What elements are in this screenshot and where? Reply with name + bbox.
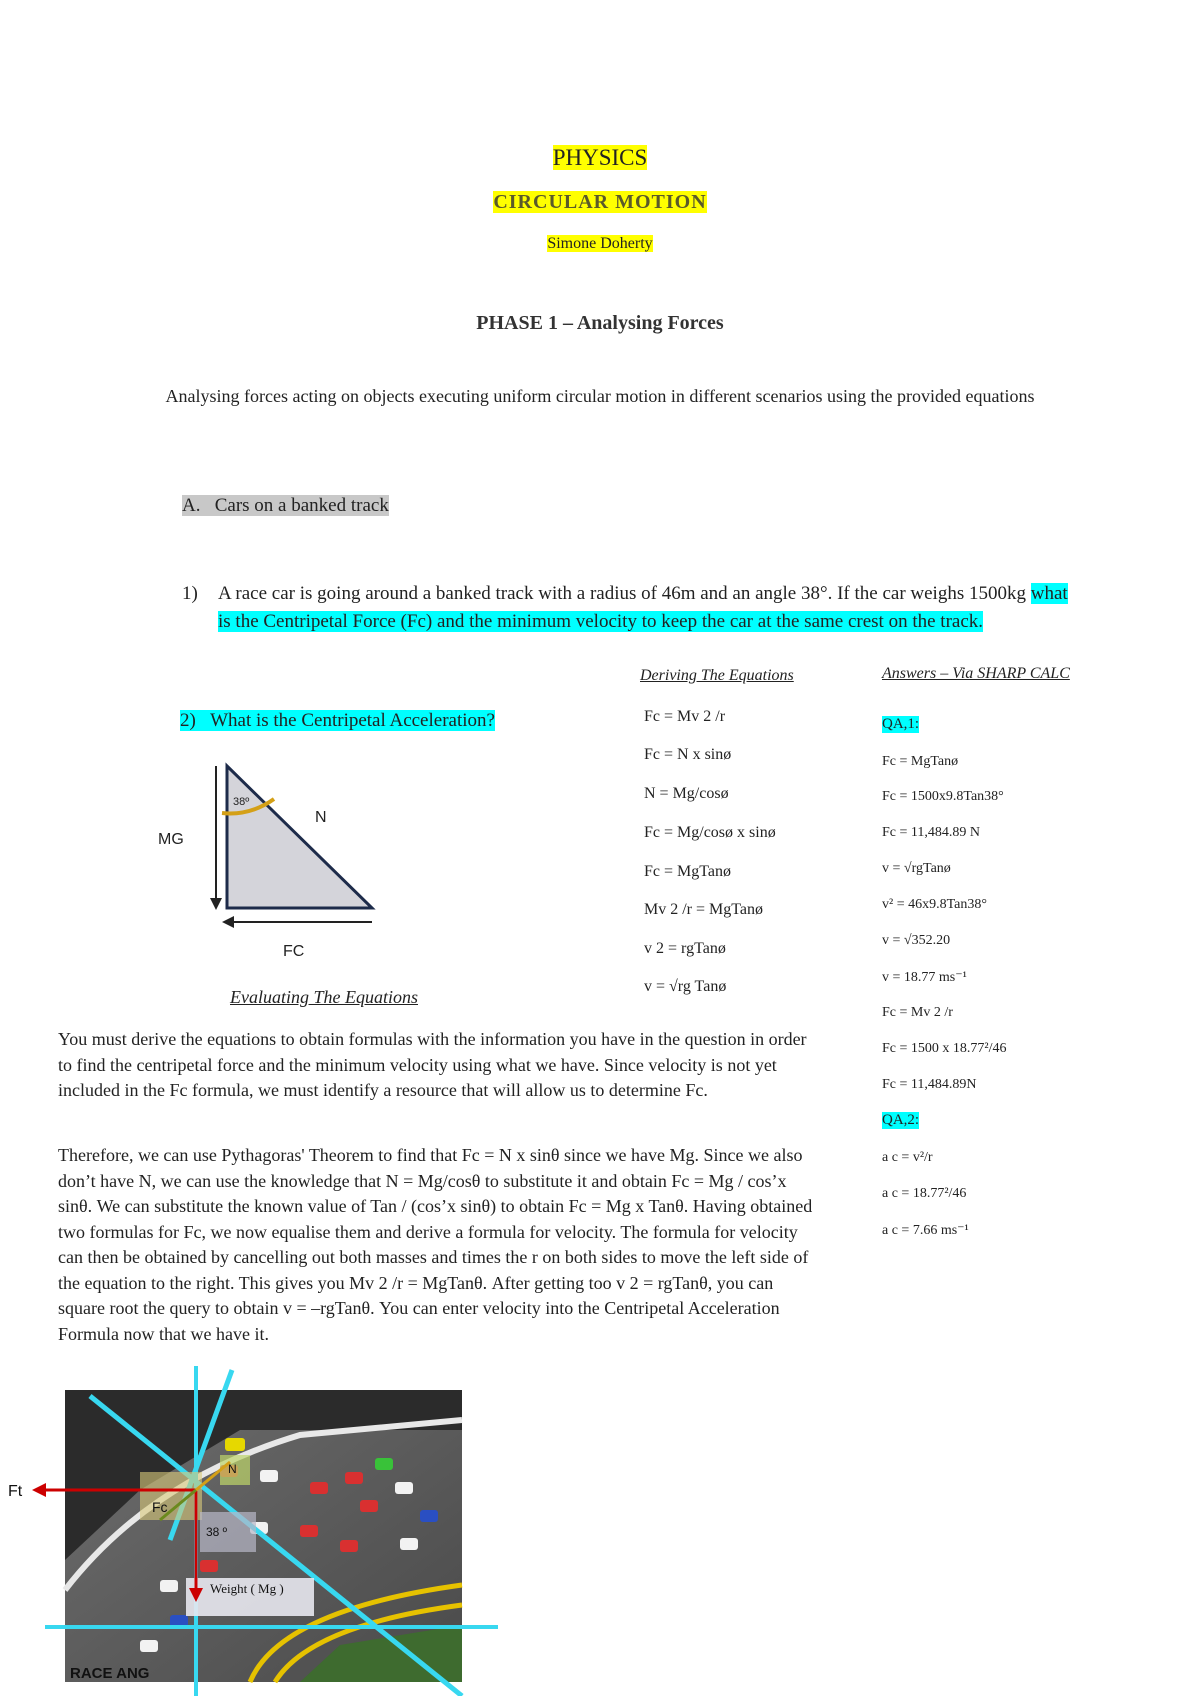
evaluating-paragraph-2: Therefore, we can use Pythagoras' Theorem to find that Fc = N x sinθ since we have Mg. Since we also don’t have N, we can use the knowledge that N = Mg/cosθ to substitute it and obtain Fc = Mg / cos’x sinθ. We can substitute the known value of Tan / (cos’x sinθ) to obtain Fc = Mg x Tanθ. Having obtained two formulas for Fc, we now equalise them and derive a formula for velocity. The formula for velocity can then be obtained by cancelling out both masses and times the r on both sides to move the left side of the equation to the right. This gives you Mv 2 /r = MgTanθ. After getting too v 2 = rgTanθ, you can square root the query to obtain v = –rgTanθ. You can enter velocity into the Centripetal Acceleration Formula now that we have it. [58,1145,813,1344]
topic-title [0,191,1200,214]
answer-line: Fc = Mv 2 /r [882,1005,953,1020]
answer-line: v = 18.77 ms⁻¹ [882,970,967,985]
race-car [340,1540,358,1552]
angle-photo-label: 38 º [206,1525,228,1539]
answer-line: v = √rgTanø [882,861,951,876]
answer-line: a c = 18.77²/46 [882,1186,967,1201]
derive-line: v 2 = rgTanø [644,940,726,957]
race-car [160,1580,178,1592]
force-triangle-diagram [150,750,410,970]
race-car [345,1472,363,1484]
derive-line: Fc = Mg/cosø x sinø [644,824,776,841]
race-car [300,1525,318,1537]
answer-line: v² = 46x9.8Tan38° [882,897,987,912]
race-car [260,1470,278,1482]
section-heading [182,492,389,520]
deriving-heading: Deriving The Equations [640,667,794,684]
section-marker: A. [182,495,201,516]
topic-title-text: CIRCULAR MOTION [493,191,707,213]
question-2 [180,707,495,735]
fc-photo-label: Fc [152,1499,168,1515]
answers-heading: Answers – Via SHARP CALC [882,665,1070,682]
answer-line: a c = 7.66 ms⁻¹ [882,1223,969,1238]
race-car [360,1500,378,1512]
derive-line: Mv 2 /r = MgTanø [644,901,764,918]
mg-arrowhead [210,898,222,910]
answer-line: Fc = 11,484.89 N [882,825,980,840]
angle-label: 38º [233,796,250,808]
answer-line: Fc = 1500 x 18.77²/46 [882,1041,1007,1056]
phase-title: PHASE 1 – Analysing Forces [476,312,724,334]
race-car [420,1510,438,1522]
intro-text: Analysing forces acting on objects executing uniform circular motion in different scenarios using the provided equations [165,386,1035,406]
qa1-label: QA,1: [882,716,920,732]
section-title: Cars on a banked track [214,495,389,516]
derive-line: Fc = Mv 2 /r [644,708,726,725]
race-car-highlighted [225,1438,245,1451]
n-label: N [315,809,327,826]
evaluating-paragraph-1: You must derive the equations to obtain formulas with the information you have in the question in order to find the centripetal force and the minimum velocity using what we have. Since velocity is not yet included in the Fc formula, we must identify a resource that will allow us to determine Fc. [58,1029,807,1100]
author-name [0,235,1200,253]
question-1-number: 1) [182,583,198,604]
question-1-text [218,580,1078,636]
subject-title [0,145,1200,171]
race-car [140,1640,158,1652]
derive-line: v = √rg Tanø [644,978,727,995]
question-1-plain: A race car is going around a banked track with a radius of 46m and an angle 38°. If the car weighs 1500kg [218,583,1026,604]
derive-line: N = Mg/cosø [644,785,729,802]
question-2-number: 2) [180,710,196,731]
race-car [400,1538,418,1550]
answer-line: Fc = MgTanø [882,754,959,769]
section-heading-text [182,495,389,516]
answer-line: Fc = 1500x9.8Tan38° [882,789,1004,804]
fc-label: FC [283,943,305,960]
race-photo-diagram [0,1360,520,1696]
answer-line: a c = v²/r [882,1150,933,1165]
race-car [395,1482,413,1494]
question-2-text [180,710,495,731]
photo-banner-text: RACE ANG [70,1665,150,1682]
weight-photo-label: Weight ( Mg ) [210,1581,284,1596]
race-car [310,1482,328,1494]
race-car [375,1458,393,1470]
question-2-body: What is the Centripetal Acceleration? [210,710,495,731]
question-1-highlight: what is the Centripetal Force (Fc) and the minimum velocity to keep the car at the same crest on the track. [218,583,1068,632]
n-photo-label: N [228,1462,237,1476]
fc-label-box [140,1472,202,1520]
race-car [200,1560,218,1572]
evaluating-heading: Evaluating The Equations [230,987,418,1007]
subject-title-text: PHYSICS [552,145,648,170]
ft-arrowhead [32,1483,46,1497]
force-triangle [227,766,372,908]
mg-label: MG [158,831,184,848]
answer-line: Fc = 11,484.89N [882,1077,977,1092]
derive-line: Fc = MgTanø [644,863,732,880]
qa2-label: QA,2: [882,1112,920,1128]
fc-arrowhead [222,916,234,928]
derive-line: Fc = N x sinø [644,746,732,763]
ft-label: Ft [8,1483,23,1500]
author-name-text: Simone Doherty [547,235,653,252]
answer-line: v = √352.20 [882,933,951,948]
